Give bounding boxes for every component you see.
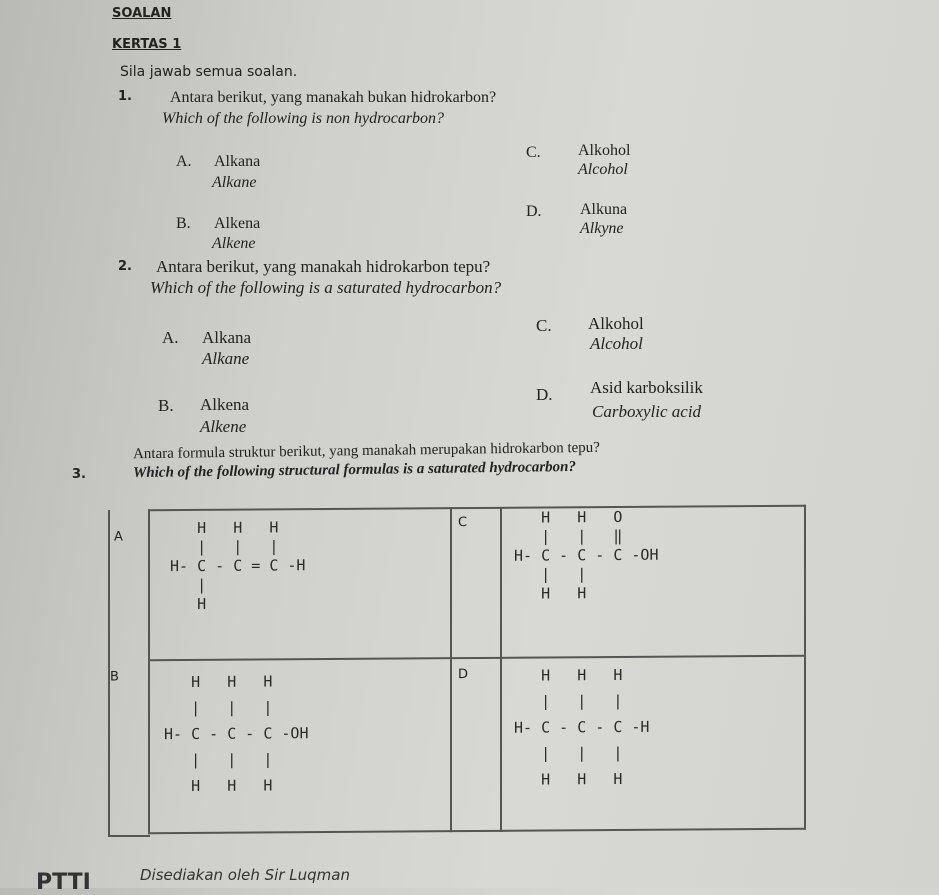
option-d-label-cell: [451, 658, 501, 831]
instruction: Sila jawab semua soalan.: [120, 64, 298, 80]
option-a-cell[interactable]: [114, 508, 451, 660]
structural-formula: H H H | | | H- C - C - C -H | | | H H H: [514, 665, 650, 789]
option-letter[interactable]: D.: [526, 203, 542, 220]
question-text-ms: Antara berikut, yang manakah hidrokarbon tepu?: [156, 257, 491, 276]
option-en: Alcohol: [590, 334, 643, 353]
option-letter[interactable]: B.: [176, 215, 191, 232]
option-letter[interactable]: D.: [536, 385, 553, 404]
paper-title: KERTAS 1: [112, 37, 182, 52]
question-text-ms: Antara formula struktur berikut, yang manakah merupakan hidrokarbon tepu?: [132, 439, 601, 463]
structural-formula: H H H | | | H- C - C = C -H | H: [170, 518, 306, 613]
structural-formula: H H O | | ‖ H- C - C - C -OH | | H H: [514, 507, 659, 603]
option-letter: B: [110, 669, 119, 685]
option-c-label-cell: [451, 508, 501, 658]
option-en: Carboxylic acid: [592, 402, 702, 421]
option-en: Alkane: [212, 174, 257, 191]
option-en: Alkene: [200, 417, 247, 436]
option-ms: Asid karboksilik: [590, 378, 703, 397]
option-letter: A: [114, 529, 123, 545]
option-letter[interactable]: B.: [158, 396, 174, 415]
option-letter[interactable]: A.: [176, 153, 192, 170]
option-b-cell[interactable]: [110, 658, 451, 833]
logo: PTTI: [36, 870, 91, 895]
question-text-en: Which of the following is a saturated hydrocarbon?: [150, 278, 502, 297]
question-number: 2.: [118, 259, 132, 274]
option-c-cell[interactable]: [501, 506, 805, 658]
structural-formula: H H H | | | H- C - C - C -OH | | | H H H: [164, 672, 309, 795]
option-letter[interactable]: C.: [526, 144, 541, 161]
structure-table: [110, 505, 806, 835]
option-ms: Alkohol: [578, 142, 631, 159]
option-letter[interactable]: C.: [536, 316, 552, 335]
option-en: Alkane: [202, 349, 250, 368]
option-en: Alkene: [212, 235, 256, 252]
option-ms: Alkana: [202, 328, 252, 347]
option-ms: Alkena: [214, 215, 261, 232]
question-text-en: Which of the following is non hydrocarbon?: [162, 110, 445, 127]
question-text-en: Which of the following structural formulas is a saturated hydrocarbon?: [132, 458, 577, 482]
question-number: 1.: [118, 89, 132, 104]
question-number: 3.: [72, 467, 86, 482]
option-ms: Alkana: [214, 153, 261, 170]
footer-credit: Disediakan oleh Sir Luqman: [140, 866, 350, 884]
option-d-cell[interactable]: [501, 656, 805, 831]
option-letter: D: [458, 667, 469, 683]
option-en: Alkyne: [580, 220, 624, 237]
option-ms: Alkuna: [580, 201, 628, 218]
section-title: SOALAN: [112, 6, 172, 21]
option-ms: Alkohol: [588, 314, 644, 333]
option-letter[interactable]: A.: [162, 328, 179, 347]
question-text-ms: Antara berikut, yang manakah bukan hidrokarbon?: [170, 89, 497, 106]
option-en: Alcohol: [578, 161, 628, 178]
option-ms: Alkena: [200, 395, 250, 414]
option-letter: C: [458, 515, 468, 531]
